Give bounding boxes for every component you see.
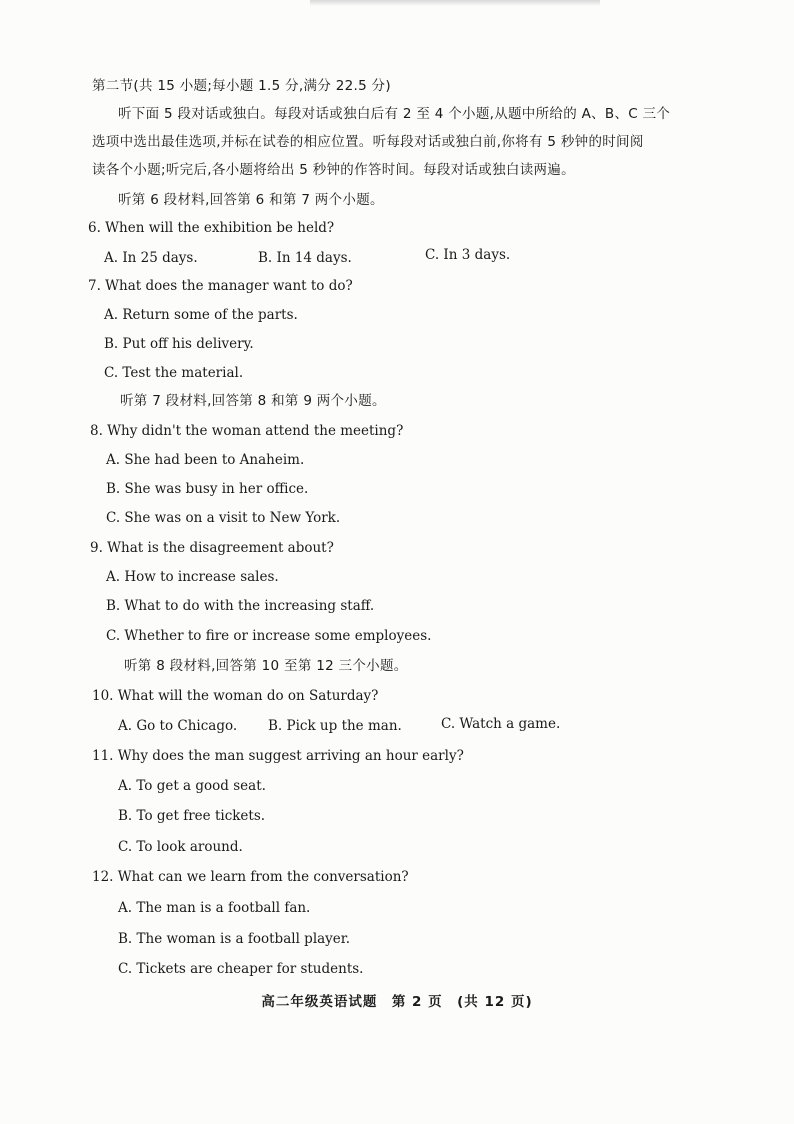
option-a: A. How to increase sales. bbox=[106, 569, 279, 585]
option-b: B. To get free tickets. bbox=[118, 808, 266, 824]
option-a: A. To get a good seat. bbox=[118, 778, 266, 794]
instruction-line-2: 选项中选出最佳选项,并标在试卷的相应位置。听每段对话或独白前,你将有 5 秒钟的时间阅 bbox=[92, 134, 644, 150]
option-a: A. In 25 days. bbox=[104, 250, 198, 266]
question-stem: 8. Why didn't the woman attend the meeting? bbox=[90, 423, 404, 439]
question-stem: 7. What does the manager want to do? bbox=[88, 278, 353, 294]
option-c: C. Test the material. bbox=[104, 365, 244, 381]
option-b: B. In 14 days. bbox=[258, 250, 352, 266]
group-intro: 听第 6 段材料,回答第 6 和第 7 两个小题。 bbox=[118, 192, 384, 208]
option-c: C. Whether to fire or increase some employees. bbox=[106, 628, 432, 644]
option-c: C. Tickets are cheaper for students. bbox=[118, 961, 364, 977]
group-intro: 听第 7 段材料,回答第 8 和第 9 两个小题。 bbox=[120, 393, 386, 409]
section-heading: 第二节(共 15 小题;每小题 1.5 分,满分 22.5 分) bbox=[92, 78, 391, 94]
option-b: B. What to do with the increasing staff. bbox=[106, 598, 375, 614]
option-c: C. To look around. bbox=[118, 839, 243, 855]
option-a: A. She had been to Anaheim. bbox=[106, 452, 305, 468]
option-c: C. Watch a game. bbox=[441, 716, 561, 732]
page-footer: 高二年级英语试题 第 2 页 (共 12 页) bbox=[261, 994, 533, 1010]
question-stem: 9. What is the disagreement about? bbox=[90, 540, 334, 556]
option-b: B. She was busy in her office. bbox=[106, 481, 309, 497]
option-a: A. The man is a football fan. bbox=[118, 900, 311, 916]
option-b: B. The woman is a football player. bbox=[118, 931, 351, 947]
group-intro: 听第 8 段材料,回答第 10 至第 12 三个小题。 bbox=[124, 658, 408, 674]
option-b: B. Put off his delivery. bbox=[104, 336, 254, 352]
question-stem: 12. What can we learn from the conversation? bbox=[92, 869, 409, 885]
question-stem: 6. When will the exhibition be held? bbox=[88, 220, 335, 236]
instruction-line-3: 读各个小题;听完后,各小题将给出 5 秒钟的作答时间。每段对话或独白读两遍。 bbox=[92, 162, 575, 178]
option-b: B. Pick up the man. bbox=[268, 718, 402, 734]
scan-shadow bbox=[310, 0, 600, 6]
option-c: C. In 3 days. bbox=[425, 247, 511, 263]
option-a: A. Return some of the parts. bbox=[104, 307, 298, 323]
question-stem: 11. Why does the man suggest arriving an hour early? bbox=[92, 748, 464, 764]
question-stem: 10. What will the woman do on Saturday? bbox=[92, 688, 379, 704]
option-a: A. Go to Chicago. bbox=[118, 718, 238, 734]
option-c: C. She was on a visit to New York. bbox=[106, 510, 341, 526]
instruction-line-1: 听下面 5 段对话或独白。每段对话或独白后有 2 至 4 个小题,从题中所给的 A、B、C 三个 bbox=[118, 106, 671, 122]
